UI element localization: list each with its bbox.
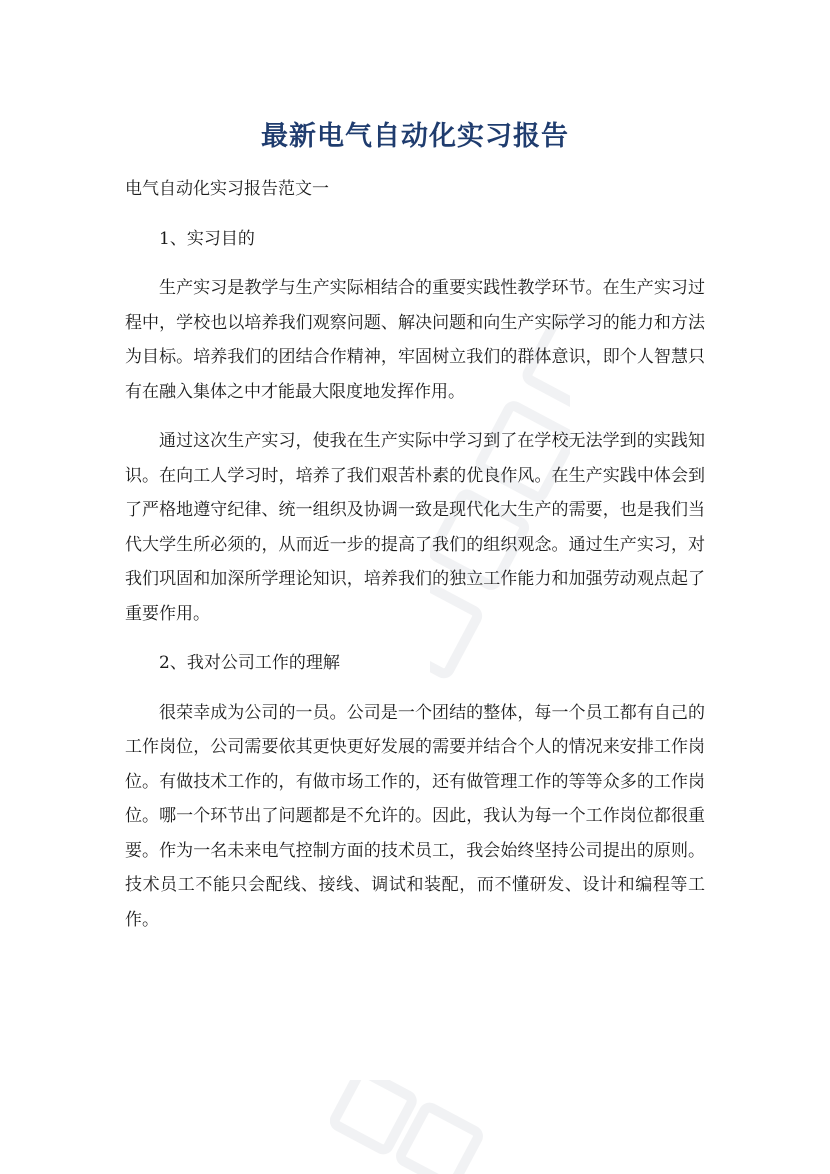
- document-title: 最新电气自动化实习报告: [261, 121, 569, 152]
- section-heading-company: 2、我对公司工作的理解: [159, 653, 340, 673]
- paragraph-purpose-2: 通过这次生产实习，使我在生产实际中学习到了在学校无法学到的实践知识。在向工人学习时，培养了我们艰苦朴素的优良作风。在生产实践中体会到了严格地遵守纪律、统一组织及协调一致是现代化大生产的需要，也是我们当代大学生所必须的，从而近一步的提高了我们的组织观念。通过生产实习，对我们巩固和加深所学理论知识，培养我们的独立工作能力和加强劳动观点起了重要作用。: [125, 431, 705, 624]
- document-subtitle: 电气自动化实习报告范文一: [125, 179, 329, 199]
- section-heading-purpose: 1、实习目的: [159, 228, 255, 249]
- watermark-logo-bottom: [330, 1080, 490, 1174]
- paragraph-purpose-1: 生产实习是教学与生产实际相结合的重要实践性教学环节。在生产实习过程中，学校也以培养我们观察问题、解决问题和向生产实际学习的能力和方法为目标。培养我们的团结合作精神，牢固树立我们的群体意识，即个人智慧只有在融入集体之中才能最大限度地发挥作用。: [125, 278, 705, 402]
- document-body: [125, 172, 705, 952]
- paragraph-company-1: 很荣幸成为公司的一员。公司是一个团结的整体，每一个员工都有自己的工作岗位，公司需要依其更快更好发展的需要并结合个人的情况来安排工作岗位。有做技术工作的，有做市场工作的，还有做管理工作的等等众多的工作岗位。哪一个环节出了问题都是不允许的。因此，我认为每一个工作岗位都很重要。作为一名未来电气控制方面的技术员工，我会始终坚持公司提出的原则。技术员工不能只会配线、接线、调试和装配，而不懂研发、设计和编程等工作。: [125, 702, 705, 930]
